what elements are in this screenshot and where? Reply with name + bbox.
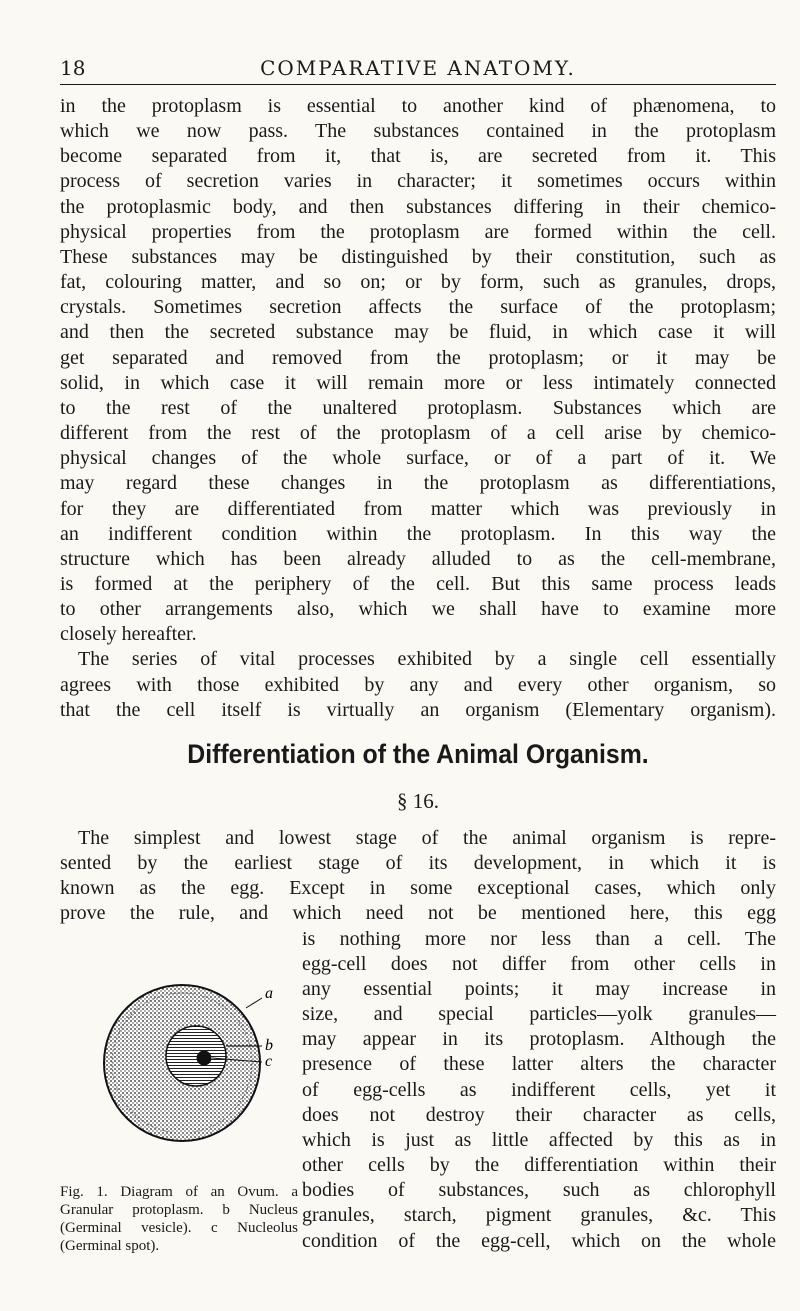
text-line: condition of the egg-cell, which on the whole <box>302 1229 776 1252</box>
paragraph-protoplasm-secretion <box>60 94 776 647</box>
text-line: prove the rule, and which need not be mentioned here, this egg <box>60 902 776 925</box>
label-b: b <box>265 1037 273 1054</box>
text-line: granules, starch, pigment granules, &c. This <box>302 1204 776 1227</box>
text-line: of egg-cells as indifferent cells, yet it <box>302 1078 776 1101</box>
text-line: any essential points; it may increase in <box>302 977 776 1000</box>
text-line: These substances may be distinguished by their constitution, such as <box>60 245 776 268</box>
paragraph-full-width-lines <box>60 826 776 927</box>
text-line: presence of these latter alters the character <box>302 1053 776 1076</box>
text-line: physical properties from the protoplasm are formed within the cell. <box>60 220 776 243</box>
text-line: an indifferent condition within the protoplasm. In this way the <box>60 522 776 545</box>
text-line: bodies of substances, such as chlorophyll <box>302 1179 776 1202</box>
figure-caption: Fig. 1. Diagram of an Ovum. a Granular protoplasm. b Nucleus (Germinal vesicle). c Nucleolus (Germinal spot). <box>60 1184 298 1254</box>
main-text-block <box>60 94 776 723</box>
text-line: in the protoplasm is essential to another kind of phænomena, to <box>60 95 776 117</box>
nucleus-germinal-vesicle <box>166 1026 226 1086</box>
text-line: structure which has been already alluded to as the cell-membrane, <box>60 547 776 570</box>
text-line: physical changes of the whole surface, or of a part of it. We <box>60 447 776 470</box>
text-line: agrees with those exhibited by any and every other organism, so <box>60 673 776 696</box>
text-line: size, and special particles—yolk granules— <box>302 1003 776 1026</box>
text-line: get separated and removed from the protoplasm; or it may be <box>60 346 776 369</box>
running-title: COMPARATIVE ANATOMY. <box>260 56 576 80</box>
text-line: and then the secreted substance may be fluid, in which case it will <box>60 321 776 344</box>
text-line: to other arrangements also, which we shall have to examine more <box>60 598 776 621</box>
text-line: closely hereafter. <box>60 623 197 646</box>
ovum-diagram <box>94 968 284 1168</box>
section-heading: Differentiation of the Animal Organism. <box>187 739 649 769</box>
text-line: is nothing more nor less than a cell. The <box>302 927 776 950</box>
text-line: may appear in its protoplasm. Although the <box>302 1028 776 1051</box>
text-line: is formed at the periphery of the cell. But this same process leads <box>60 572 776 595</box>
text-line: the protoplasmic body, and then substances differing in their chemico- <box>60 195 776 218</box>
text-line: become separated from it, that is, are secreted from it. This <box>60 145 776 168</box>
text-line: egg-cell does not differ from other cells in <box>302 952 776 975</box>
text-line: known as the egg. Except in some exceptional cases, which only <box>60 877 776 900</box>
text-line: that the cell itself is virtually an organism (Elementary organism). <box>60 698 776 721</box>
page-number: 18 <box>60 56 86 80</box>
text-line: does not destroy their character as cells, <box>302 1103 776 1126</box>
text-line: crystals. Sometimes secretion affects the surface of the protoplasm; <box>60 296 776 319</box>
text-line: may regard these changes in the protoplasm as differentiations, <box>60 472 776 495</box>
page-header <box>60 56 776 85</box>
text-line: sented by the earliest stage of its development, in which it is <box>60 852 776 875</box>
text-line: different from the rest of the protoplasm of a cell arise by chemico- <box>60 422 776 445</box>
nucleolus-germinal-spot <box>197 1051 211 1065</box>
text-line: other cells by the differentiation within their <box>302 1154 776 1177</box>
text-line: solid, in which case it will remain more or less intimately connected <box>60 371 776 394</box>
text-line: for they are differentiated from matter which was previously in <box>60 497 776 520</box>
text-line: The simplest and lowest stage of the animal organism is repre- <box>78 827 776 849</box>
text-line: which is just as little affected by this as in <box>302 1128 776 1151</box>
section-number: § 16. <box>397 789 439 813</box>
paragraph-elementary-organism <box>60 647 776 722</box>
text-line: fat, colouring matter, and so on; or by form, such as granules, drops, <box>60 271 776 294</box>
label-a: a <box>265 985 273 1002</box>
label-c: c <box>265 1053 273 1070</box>
text-line: The series of vital processes exhibited by a single cell essentially <box>78 648 776 671</box>
text-line: which we now pass. The substances contained in the protoplasm <box>60 120 776 143</box>
text-line: process of secretion varies in character; it sometimes occurs within <box>60 170 776 193</box>
text-line: to the rest of the unaltered protoplasm. Substances which are <box>60 396 776 419</box>
